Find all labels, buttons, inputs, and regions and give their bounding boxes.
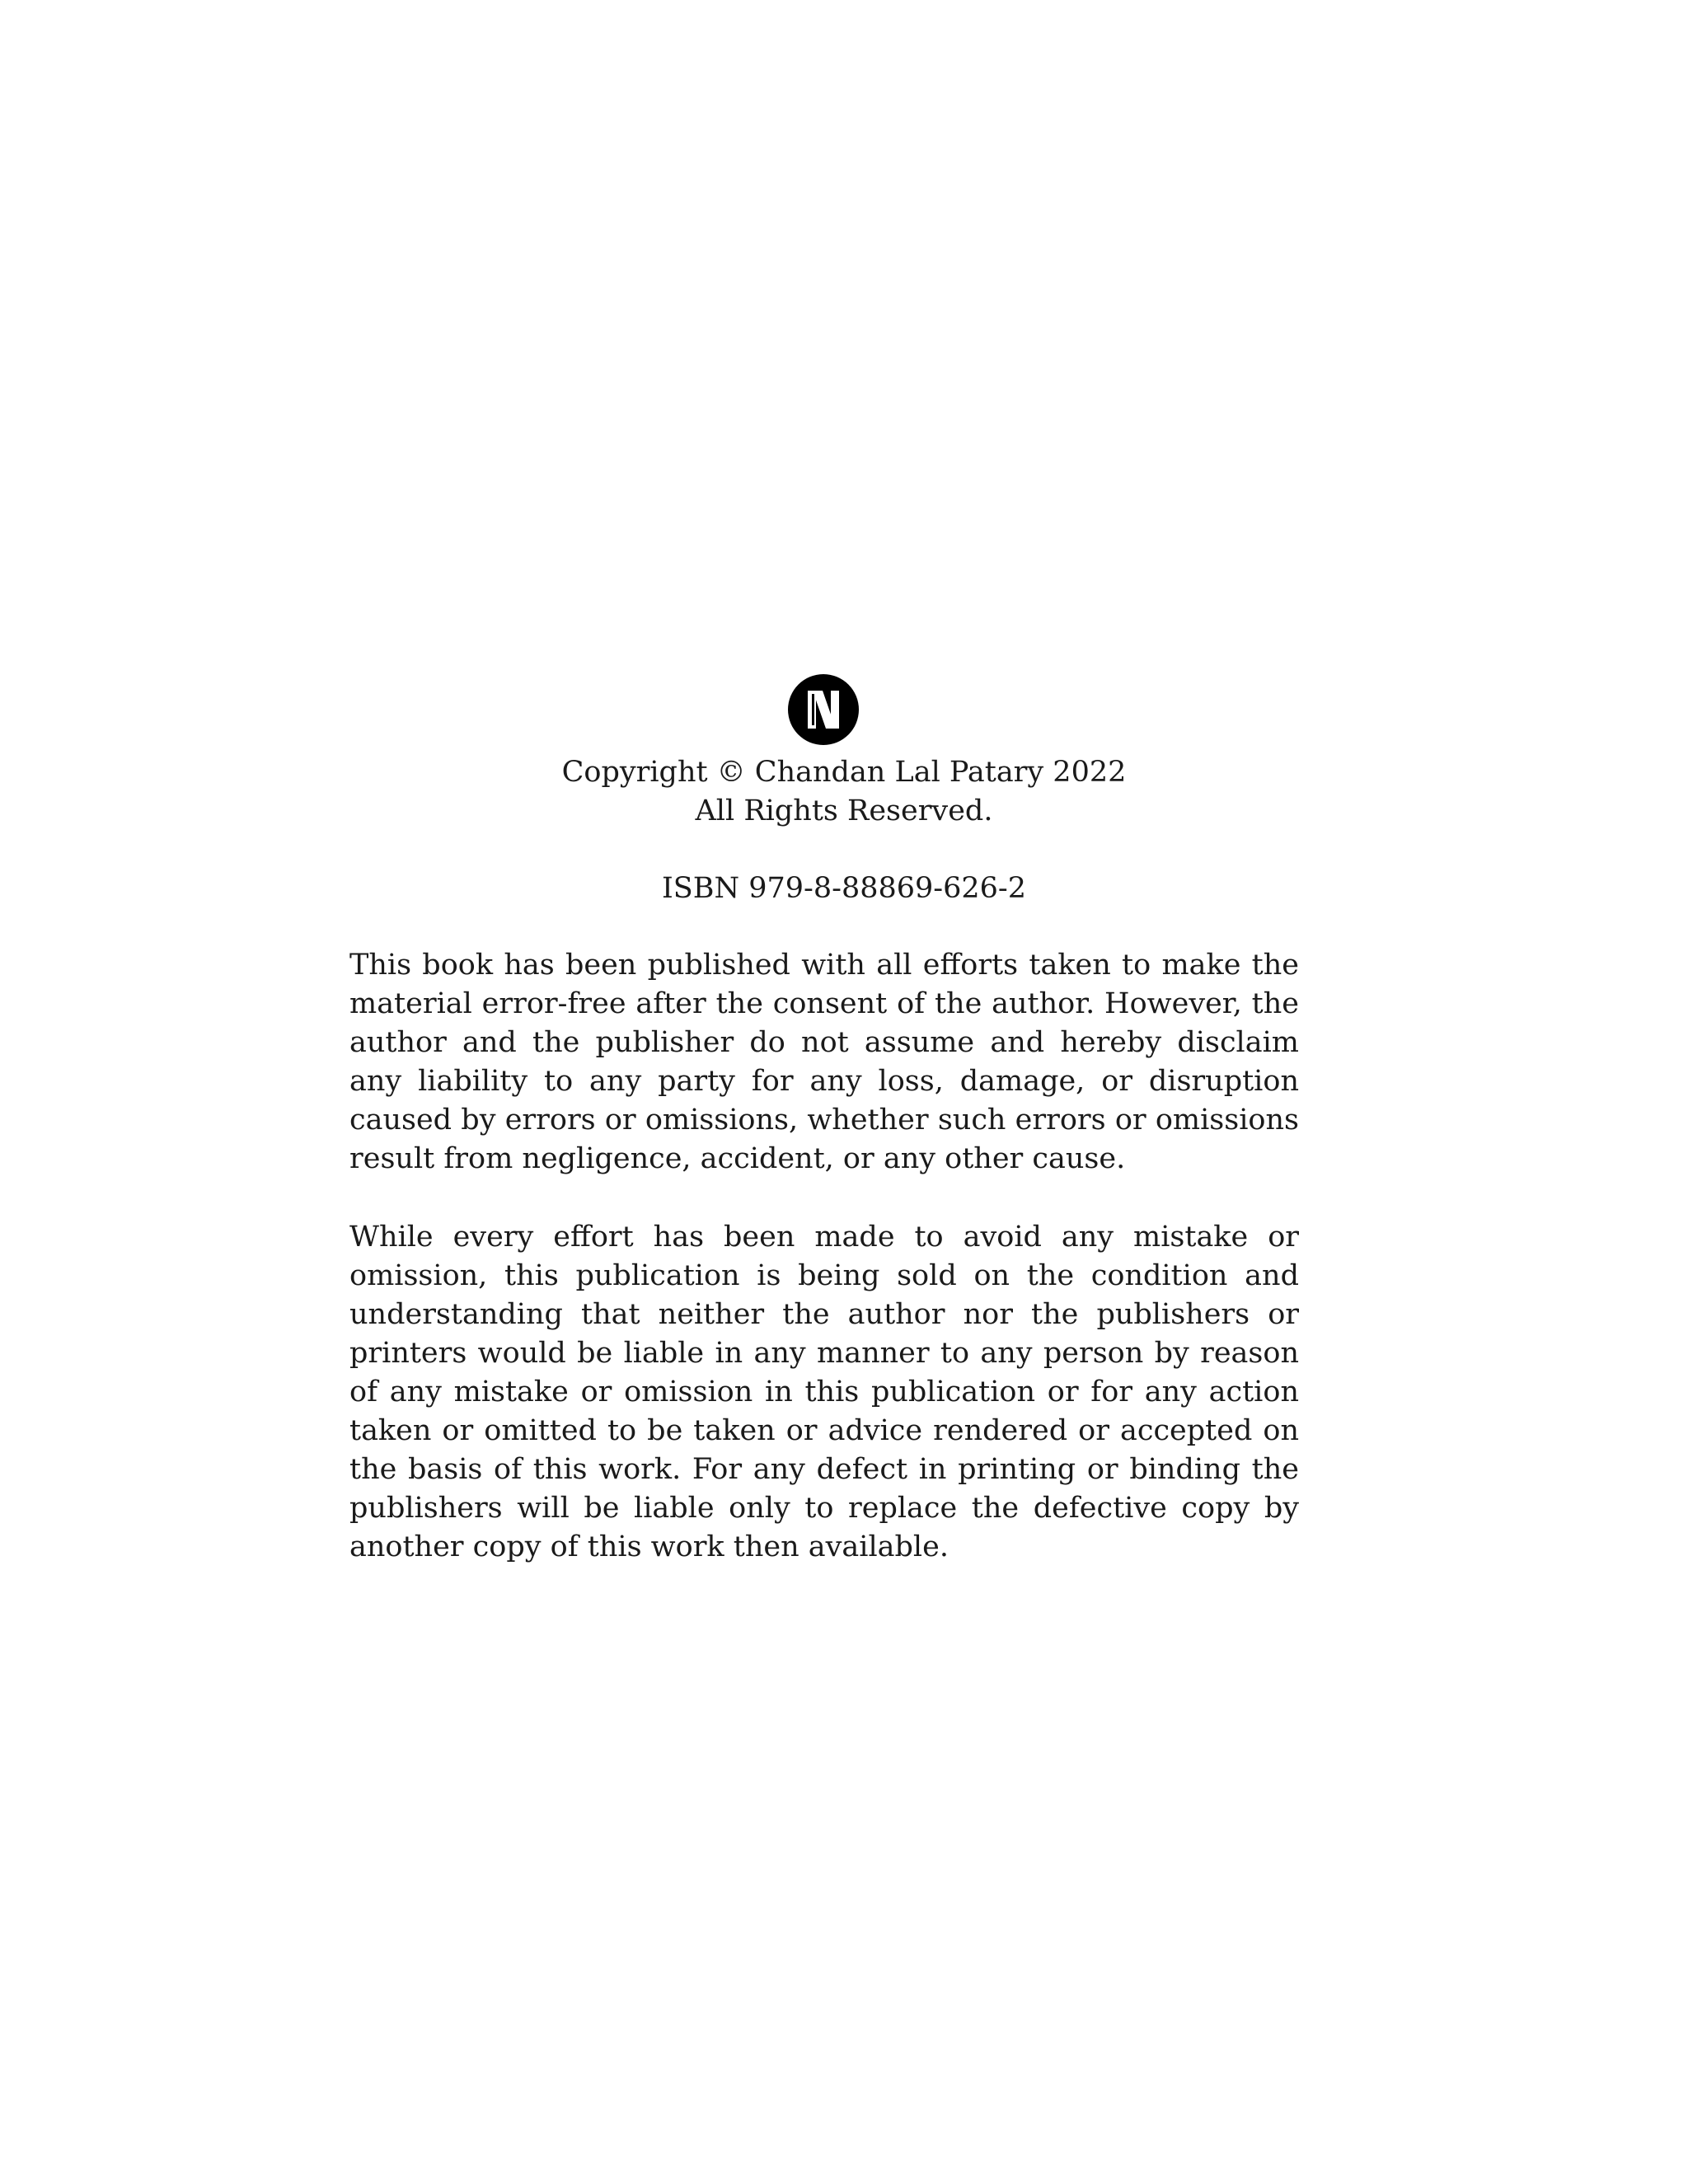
disclaimer-paragraph-1: This book has been published with all efforts taken to make the material error-free after the consent of the author. However, the author and the publisher do not assume and hereby disclaim any liability to any party for any loss, damage, or disruption caused by errors or omissions, whether such errors or omissions result from negligence, accident, or any other cause. bbox=[349, 949, 1299, 1175]
isbn-line: ISBN 979-8-88869-626-2 bbox=[661, 872, 1027, 905]
copyright-line: Copyright © Chandan Lal Patary 2022 bbox=[561, 756, 1127, 789]
rights-reserved-line: All Rights Reserved. bbox=[695, 794, 993, 827]
publisher-logo-icon bbox=[788, 674, 859, 745]
disclaimer-paragraph-2: While every effort has been made to avoid any mistake or omission, this publication is being sold on the condition and understanding that neither the author nor the publishers or printers would be liable in any manner to any person by reason of any mistake or omission in this publication or for any action taken or omitted to be taken or advice rendered or accepted on the basis of this work. For any defect in printing or binding the publishers will be liable only to replace the defective copy by another copy of this work then available. bbox=[349, 1221, 1299, 1563]
